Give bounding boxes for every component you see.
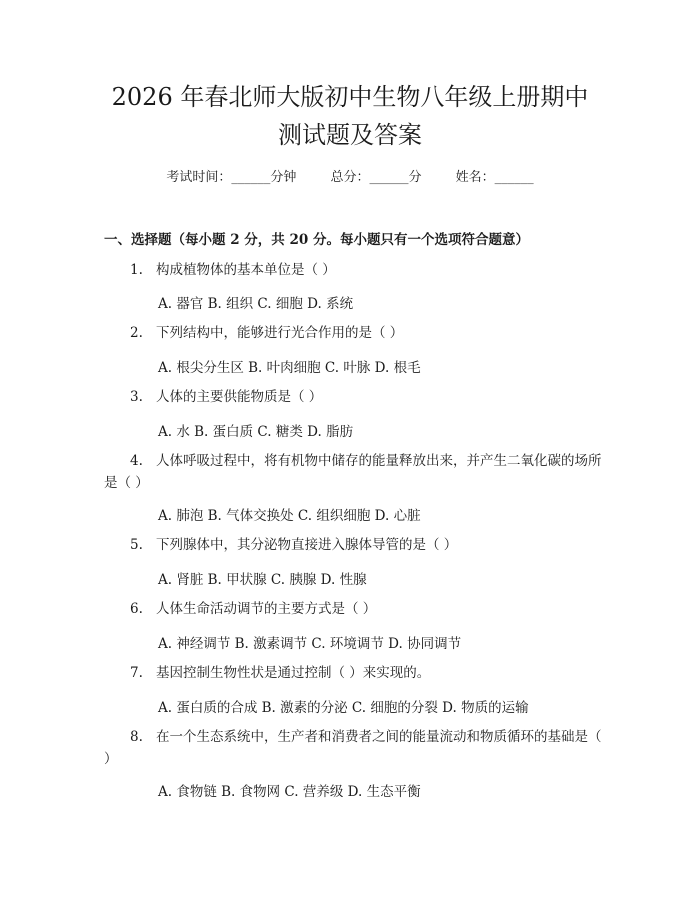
name-field: 姓名：______ [455, 170, 534, 185]
question-1 [104, 259, 609, 281]
question-number: 2. [130, 325, 143, 341]
question-2-options: A. 根尖分生区 B. 叶肉细胞 C. 叶脉 D. 根毛 [158, 360, 421, 376]
question-5-options: A. 肾脏 B. 甲状腺 C. 胰腺 D. 性腺 [158, 572, 367, 588]
section-heading: 一、选择题（每小题 2 分，共 20 分。每小题只有一个选项符合题意） [104, 232, 529, 248]
question-3 [104, 386, 609, 408]
question-4-options: A. 肺泡 B. 气体交换处 C. 组织细胞 D. 心脏 [158, 508, 421, 524]
question-text: 下列腺体中，其分泌物直接进入腺体导管的是（ ） [156, 537, 458, 553]
question-number: 8. [130, 729, 143, 745]
question-text: 人体的主要供能物质是（ ） [156, 389, 323, 405]
question-3-options: A. 水 B. 蛋白质 C. 糖类 D. 脂肪 [158, 424, 354, 440]
question-number: 6. [130, 601, 143, 617]
question-6 [104, 598, 609, 620]
question-number: 4. [130, 453, 143, 469]
question-number: 5. [130, 537, 143, 553]
total-score-field: 总分：______分 [330, 170, 422, 185]
exam-time-field: 考试时间：______分钟 [166, 170, 297, 185]
question-text: 人体生命活动调节的主要方式是（ ） [156, 601, 377, 617]
question-6-options: A. 神经调节 B. 激素调节 C. 环境调节 D. 协同调节 [158, 636, 462, 652]
question-2 [104, 322, 609, 344]
question-4 [104, 450, 609, 494]
exam-meta [0, 166, 700, 185]
question-number: 7. [130, 665, 143, 681]
question-7 [104, 662, 609, 684]
question-text: 基因控制生物性状是通过控制（ ）来实现的。 [156, 665, 431, 681]
question-8 [104, 726, 609, 770]
question-8-options: A. 食物链 B. 食物网 C. 营养级 D. 生态平衡 [158, 784, 421, 800]
question-text: 构成植物体的基本单位是（ ） [156, 262, 336, 278]
question-text: 下列结构中，能够进行光合作用的是（ ） [156, 325, 404, 341]
question-number: 3. [130, 389, 143, 405]
question-7-options: A. 蛋白质的合成 B. 激素的分泌 C. 细胞的分裂 D. 物质的运输 [158, 700, 529, 716]
title-line-2: 测试题及答案 [278, 121, 422, 149]
document-title [60, 78, 640, 154]
question-text: 人体呼吸过程中，将有机物中储存的能量释放出来，并产生二氧化碳的场所是（ ） [104, 453, 602, 491]
question-5 [104, 534, 609, 556]
title-line-1: 2026 年春北师大版初中生物八年级上册期中 [111, 83, 589, 111]
question-number: 1. [130, 262, 143, 278]
question-text: 在一个生态系统中，生产者和消费者之间的能量流动和物质循环的基础是（ ） [104, 729, 602, 767]
question-1-options: A. 器官 B. 组织 C. 细胞 D. 系统 [158, 296, 354, 312]
